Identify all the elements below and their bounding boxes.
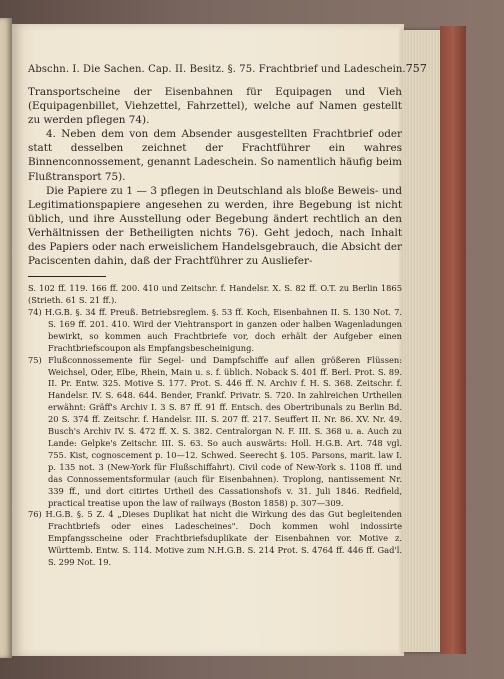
paragraph: Die Papiere zu 1 — 3 pflegen in Deutschland als bloße Beweis- und Legitimationspapiere angesehen zu werden, ihre Begebung ist nicht üblich, und ihre Ausstellung oder Begebung ändert rechtlich an den Verhältnissen der Betheiligten nichts 76). Geht jedoch, nach Inhalt des Papiers oder nach erweislichem Handelsgebrauch, die Absicht der Paciscenten dahin, daß der Frachtführer zu Ausliefer- [28, 184, 402, 268]
left-page-edge [0, 18, 12, 658]
footnote-75: 75) Flußconnossemente für Segel- und Dampfschiffe auf allen größeren Flüssen: Weichsel, Oder, Elbe, Rhein, Main u. s. f. üblich. Noback S. 401 ff. Berl. Prot. S. 89. II. Pr. Entw. 325. Motive S. 177. Prot. S. 446 ff. N. Archiv f. H. S. 368. Zeitschr. f. Handelsr. IV. S. 648. 644. Bender, Frankf. Privatr. S. 720. In zahlreichen Urtheilen erwähnt: Gräff's Archiv I. 3 S. 87 ff. 91 ff. Entsch. des Obertribunals zu Berlin Bd. 20 S. 374 ff. Zeitschr. f. Handelsr. III. S. 207 ff. 217. Seuffert II. Nr. 86. XV. Nr. 49. Busch's Archiv IV. S. 472 ff. X. S. 382. Centralorgan N. F. III. S. 368 u. a. Auch zu Lande: Gelpke's Zeitschr. III. S. 63. So auch auswärts: Holl. H.G.B. Art. 748 vgl. 755. Kist, cognoscement p. 10—12. Schwed. Seerecht §. 105. Parsons, marit. law I. p. 135 not. 3 (New-York für Flußschiffahrt). Civil code of New-York s. 1108 ff. und das Connossementsformular (auch für Eisenbahnen). Troplong, nantissement Nr. 339 ff., und dort citirtes Urtheil des Cassationshofs v. 31. Juli 1846. Redfield, practical treatise upon the law of railways (Boston 1858) p. 307—309. [28, 354, 402, 508]
footnote-continuation: S. 102 ff. 119. 166 ff. 200. 410 und Zeitschr. f. Handelsr. X. S. 82 ff. O.T. zu Berlin 1865 (Strieth. 61 S. 21 ff.). [28, 283, 402, 306]
page-block-edges [400, 30, 440, 652]
main-text [28, 85, 402, 268]
footnote-76: 76) H.G.B. §. 5 Z. 4 „Dieses Duplikat hat nicht die Wirkung des das Gut begleitenden Frachtbriefs oder eines Ladescheines". Doch kommen wohl indossirte Empfangsscheine oder Frachtbriefsduplikate der Eisenbahnen vor. Motive z. Württemb. Entw. S. 114. Motive zum N.H.G.B. S. 214 Prot. S. 4764 ff. 446 ff. Gad'l. S. 299 Not. 19. [28, 509, 402, 568]
header-title: Abschn. I. Die Sachen. Cap. II. Besitz. §. 75. Frachtbrief und Ladeschein. [28, 64, 406, 75]
book-cover-edge [440, 26, 466, 654]
paragraph: Transportscheine der Eisenbahnen für Equipagen und Vieh (Equipagenbillet, Viehzettel, Fahrzettel), welche auf Namen gestellt zu werden pflegen 74). [28, 86, 402, 127]
footnote-74: 74) H.G.B. §. 34 ff. Preuß. Betriebsreglem. §. 53 ff. Koch, Eisenbahnen II. S. 130 Not. 7. S. 169 ff. 201. 410. Wird der Viehtransport in ganzen oder halben Wagenladungen bewirkt, so kommen auch Frachtbriefe vor, doch erhält der Aufgeber einen Frachtbriefscoupon als Empfangsbescheinigung. [28, 307, 402, 353]
footnote-divider [28, 276, 106, 277]
footnotes [28, 283, 402, 569]
running-header [28, 62, 427, 75]
paragraph: 4. Neben dem von dem Absender ausgestellten Frachtbrief oder statt desselben zeichnet der Frachtführer ein wahres Binnenconnossement, genannt Ladeschein. So namentlich häufig beim Flußtransport 75). [28, 128, 402, 183]
page-number: 757 [405, 62, 427, 75]
page-text [28, 62, 427, 569]
